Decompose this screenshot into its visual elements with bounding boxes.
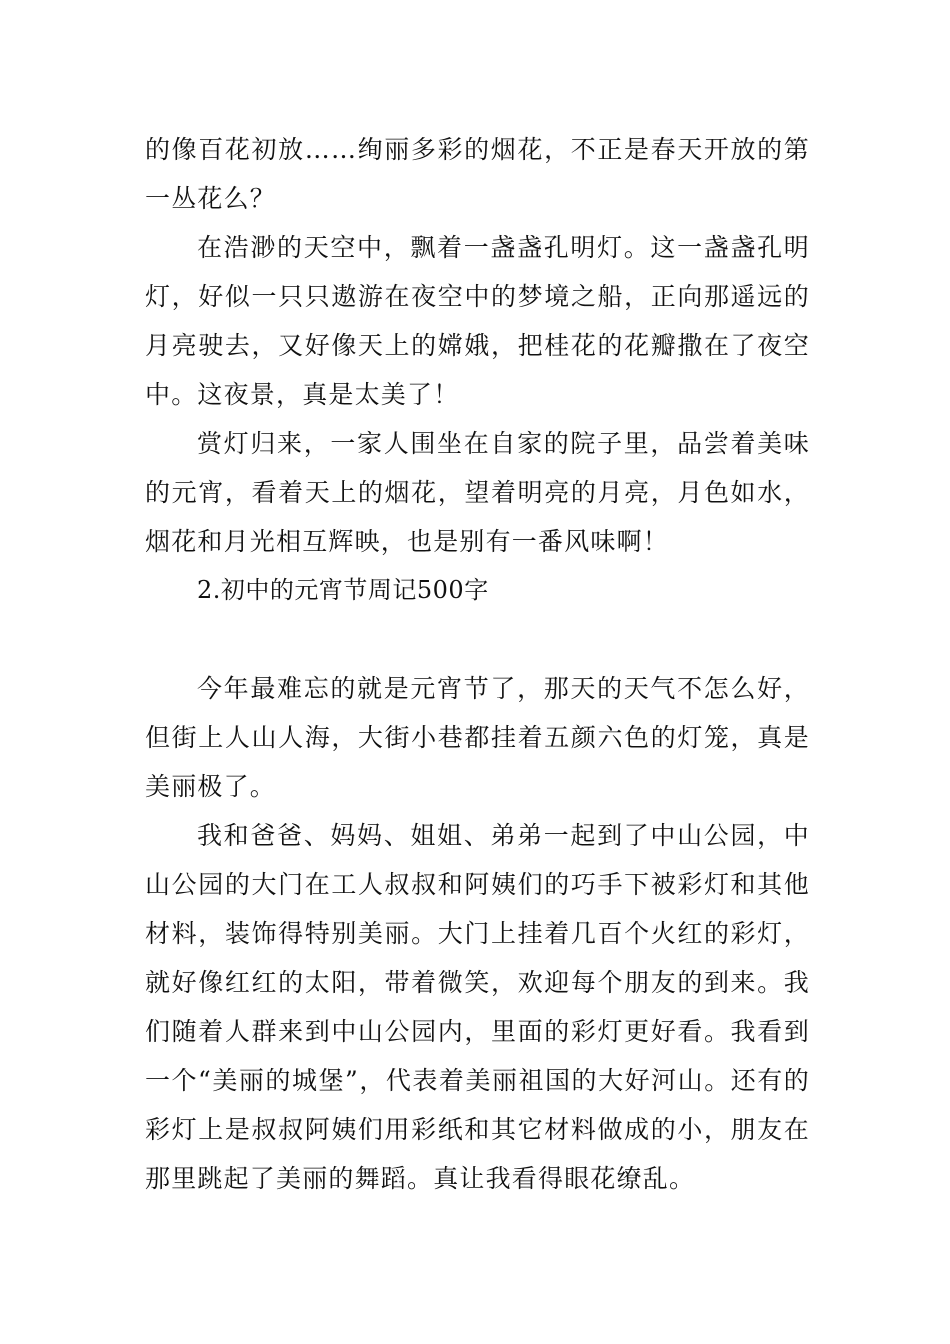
section-heading: 2.初中的元宵节周记500字 xyxy=(197,576,489,604)
blank-line xyxy=(145,615,810,664)
document-page xyxy=(145,125,810,1203)
paragraph-return-home: 赏灯归来，一家人围坐在自家的院子里，品尝着美味的元宵，看着天上的烟花，望着明亮的月亮，月色如水，烟花和月光相互辉映，也是别有一番风味啊！ xyxy=(145,429,810,556)
paragraph-continued: 的像百花初放……绚丽多彩的烟花，不正是春天开放的第一丛花么？ xyxy=(145,135,810,213)
paragraph-lanterns: 在浩渺的天空中，飘着一盏盏孔明灯。这一盏盏孔明灯，好似一只只遨游在夜空中的梦境之船，正向那遥远的月亮驶去，又好像天上的嫦娥，把桂花的花瓣撒在了夜空中。这夜景，真是太美了！ xyxy=(145,233,810,409)
paragraph-park: 我和爸爸、妈妈、姐姐、弟弟一起到了中山公园，中山公园的大门在工人叔叔和阿姨们的巧手下被彩灯和其他材料，装饰得特别美丽。大门上挂着几百个火红的彩灯，就好像红红的太阳，带着微笑，欢迎每个朋友的到来。我们随着人群来到中山公园内，里面的彩灯更好看。我看到一个“美丽的城堡”，代表着美丽祖国的大好河山。还有的彩灯上是叔叔阿姨们用彩纸和其它材料做成的小，朋友在那里跳起了美丽的舞蹈。真让我看得眼花缭乱。 xyxy=(145,821,810,1193)
paragraph-memorable: 今年最难忘的就是元宵节了，那天的天气不怎么好，但街上人山人海，大街小巷都挂着五颜六色的灯笼，真是美丽极了。 xyxy=(145,674,810,801)
